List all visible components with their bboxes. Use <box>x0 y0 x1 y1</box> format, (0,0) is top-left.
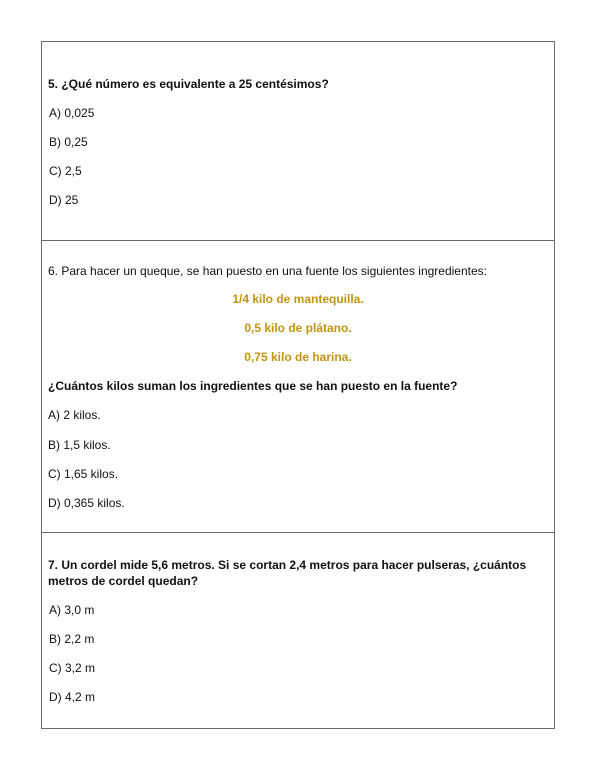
question-box <box>41 41 555 729</box>
question-6-text: ¿Cuántos kilos suman los ingredientes que se han puesto en la fuente? <box>48 379 458 393</box>
question-5-option-b: B) 0,25 <box>49 135 88 149</box>
question-5-option-c: C) 2,5 <box>49 164 82 178</box>
question-7-option-a: A) 3,0 m <box>49 603 95 617</box>
question-7 <box>42 533 554 729</box>
question-7-option-b: B) 2,2 m <box>49 632 95 646</box>
question-6 <box>42 241 554 532</box>
question-5-text: 5. ¿Qué número es equivalente a 25 centésimos? <box>48 77 329 91</box>
ingredient-butter: 1/4 kilo de mantequilla. <box>232 292 364 306</box>
question-5-option-a: A) 0,025 <box>49 106 95 120</box>
question-6-option-c: C) 1,65 kilos. <box>48 467 119 481</box>
question-5 <box>42 42 554 240</box>
question-6-option-d: D) 0,365 kilos. <box>48 496 125 510</box>
ingredient-banana: 0,5 kilo de plátano. <box>244 321 352 335</box>
question-6-option-a: A) 2 kilos. <box>48 408 101 422</box>
question-7-option-d: D) 4,2 m <box>49 690 96 704</box>
ingredient-flour: 0,75 kilo de harina. <box>244 350 352 364</box>
question-7-text: 7. Un cordel mide 5,6 metros. Si se cortan 2,4 metros para hacer pulseras, ¿cuántos metros de cordel quedan? <box>48 558 527 588</box>
question-7-option-c: C) 3,2 m <box>49 661 96 675</box>
question-6-option-b: B) 1,5 kilos. <box>48 438 111 452</box>
question-6-intro: 6. Para hacer un queque, se han puesto en una fuente los siguientes ingredientes: <box>48 264 487 278</box>
question-5-option-d: D) 25 <box>49 193 79 207</box>
